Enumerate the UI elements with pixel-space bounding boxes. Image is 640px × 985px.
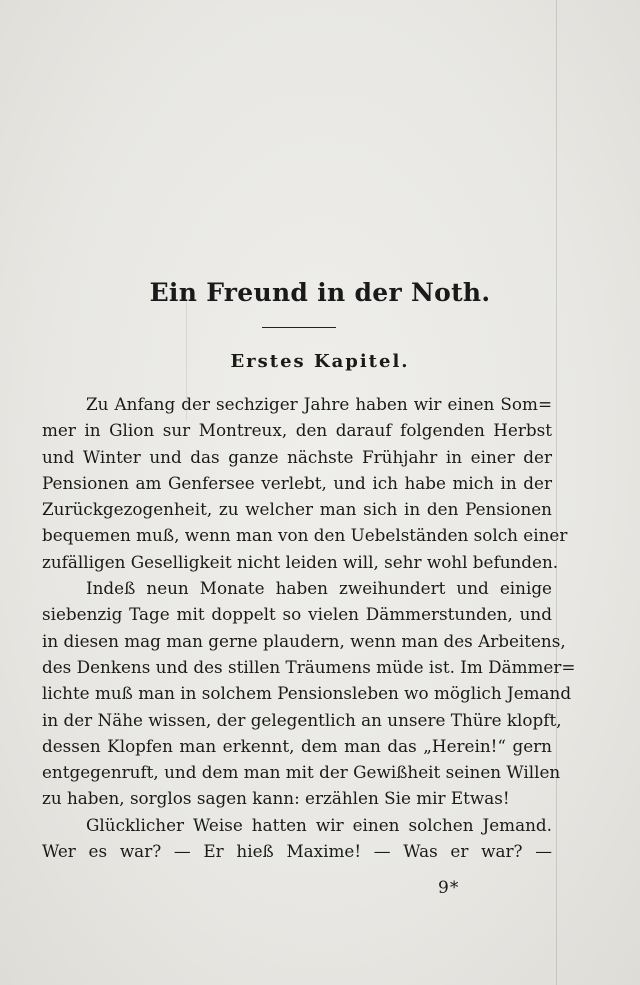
text-line: entgegenruft, und dem man mit der Gewißheit seinen Willen (42, 762, 561, 783)
text-line: in diesen mag man gerne plaudern, wenn man des Arbeitens, (42, 630, 566, 651)
paragraph-3 (42, 812, 552, 865)
text-line: dessen Klopfen man erkennt, dem man das „Herein!“ gern (42, 735, 552, 756)
paragraph-2 (42, 575, 576, 812)
text-line: zufälligen Geselligkeit nicht leiden will, sehr wohl befunden. (42, 551, 559, 572)
text-line: Zurückgezogenheit, zu welcher man sich in den Pensionen (42, 499, 552, 520)
chapter-heading: Erstes Kapitel. (230, 351, 410, 372)
text-line: mer in Glion sur Montreux, den darauf folgenden Herbst (42, 420, 552, 441)
text-line: bequemen muß, wenn man von den Uebelständen solch einer (42, 525, 568, 546)
paragraph-1 (42, 391, 568, 575)
body-text (42, 391, 576, 864)
page-title: Ein Freund in der Noth. (149, 278, 491, 307)
text-line: zu haben, sorglos sagen kann: erzählen Sie mir Etwas! (42, 788, 510, 809)
text-line: Indeß neun Monate haben zweihundert und einige (86, 578, 552, 599)
text-line: Glücklicher Weise hatten wir einen solchen Jemand. (86, 814, 552, 835)
title-divider (262, 327, 336, 328)
text-line: in der Nähe wissen, der gelegentlich an unsere Thüre klopft, (42, 709, 562, 730)
page-crease (556, 0, 557, 985)
text-line: lichte muß man in solchem Pensionsleben wo möglich Jemand (42, 683, 572, 704)
text-line: Zu Anfang der sechziger Jahre haben wir einen Som= (86, 394, 552, 414)
text-line: Pensionen am Genfersee verlebt, und ich habe mich in der (42, 472, 552, 493)
text-line: und Winter und das ganze nächste Frühjahr in einer der (42, 446, 552, 467)
page-number: 9* (438, 878, 460, 898)
text-line: Wer es war? — Er hieß Maxime! — Was er war? — (42, 841, 552, 862)
text-line: des Denkens und des stillen Träumens müde ist. Im Dämmer= (42, 656, 576, 677)
text-line: siebenzig Tage mit doppelt so vielen Dämmerstunden, und (42, 604, 552, 625)
